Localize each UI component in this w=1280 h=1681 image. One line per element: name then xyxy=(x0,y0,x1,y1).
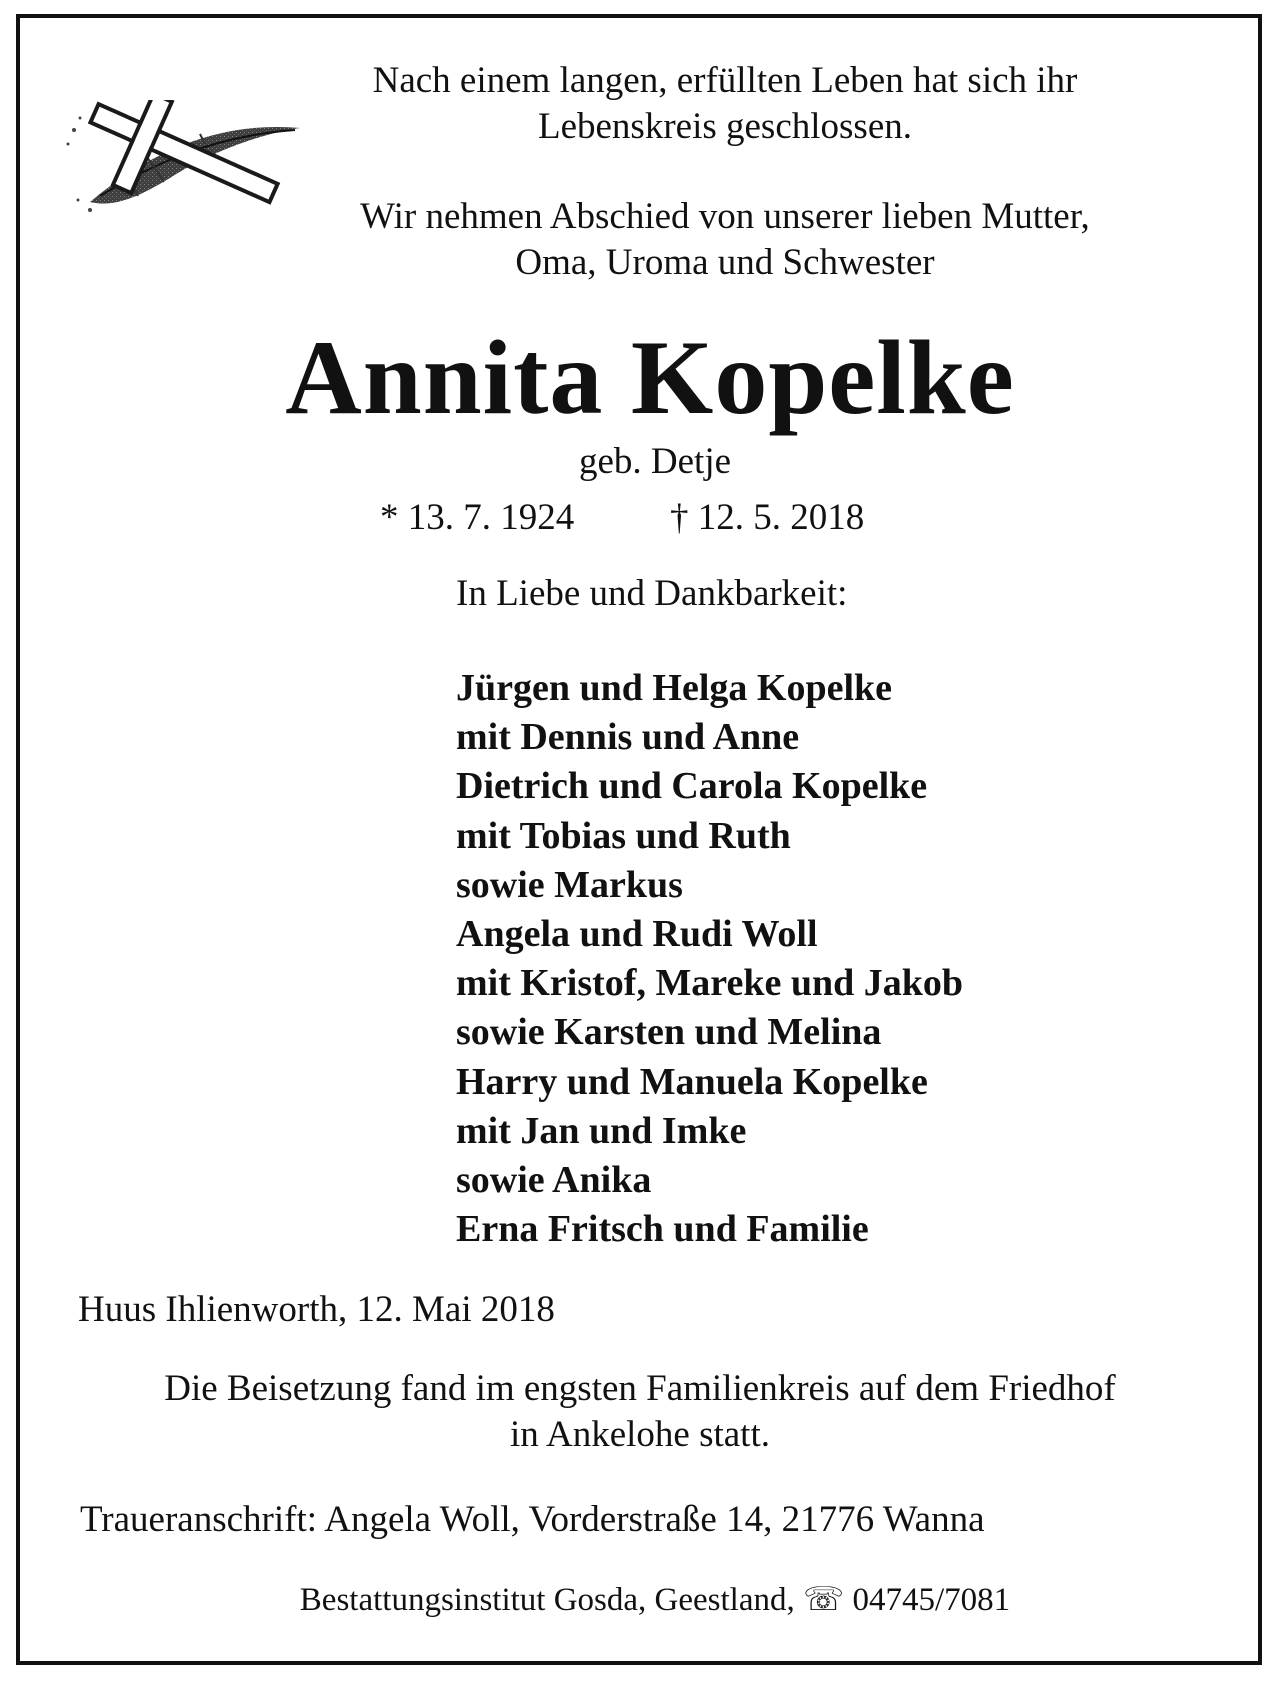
mourner-line: mit Kristof, Mareke und Jakob xyxy=(456,962,964,1005)
deceased-name: Annita Kopelke xyxy=(285,319,1015,436)
mourner-line: mit Dennis und Anne xyxy=(456,716,800,759)
mourner-line: Dietrich und Carola Kopelke xyxy=(456,765,928,808)
mourning-address: Traueranschrift: Angela Woll, Vorderstraße 14, 21776 Wanna xyxy=(80,1499,985,1540)
mourner-line: Erna Fritsch und Familie xyxy=(456,1208,869,1251)
intro-line-4: Oma, Uroma und Schwester xyxy=(515,242,935,283)
mourner-line: Jürgen und Helga Kopelke xyxy=(456,667,892,709)
mourner-line: mit Jan und Imke xyxy=(456,1109,747,1152)
mourner-line: Harry und Manuela Kopelke xyxy=(456,1060,928,1103)
mourner-line: Angela und Rudi Woll xyxy=(456,913,818,956)
intro-line-1: Nach einem langen, erfüllten Leben hat sich ihr xyxy=(372,60,1078,101)
burial-line-1: Die Beisetzung fand im engsten Familienkreis auf dem Friedhof xyxy=(164,1368,1116,1409)
burial-line-2: in Ankelohe statt. xyxy=(510,1414,770,1455)
mourner-line: sowie Markus xyxy=(456,863,683,906)
burial-notice xyxy=(0,1366,1280,1458)
intro-line-2: Lebenskreis geschlossen. xyxy=(537,106,912,147)
birth-date: * 13. 7. 1924 xyxy=(380,497,575,538)
funeral-home: Bestattungsinstitut Gosda, Geestland, ☏ 04745/7081 xyxy=(299,1582,1011,1618)
mourner-line: sowie Karsten und Melina xyxy=(456,1011,882,1054)
mourners-list xyxy=(456,664,963,1254)
thanks-line: In Liebe und Dankbarkeit: xyxy=(456,573,848,614)
birth-name: geb. Detje xyxy=(578,441,732,482)
place-and-date: Huus Ihlienworth, 12. Mai 2018 xyxy=(78,1289,555,1330)
mourner-line: mit Tobias und Ruth xyxy=(456,814,791,857)
death-date: † 12. 5. 2018 xyxy=(670,497,865,538)
mourner-line: sowie Anika xyxy=(456,1159,652,1202)
intro-line-3: Wir nehmen Abschied von unserer lieben Mutter, xyxy=(360,196,1090,237)
